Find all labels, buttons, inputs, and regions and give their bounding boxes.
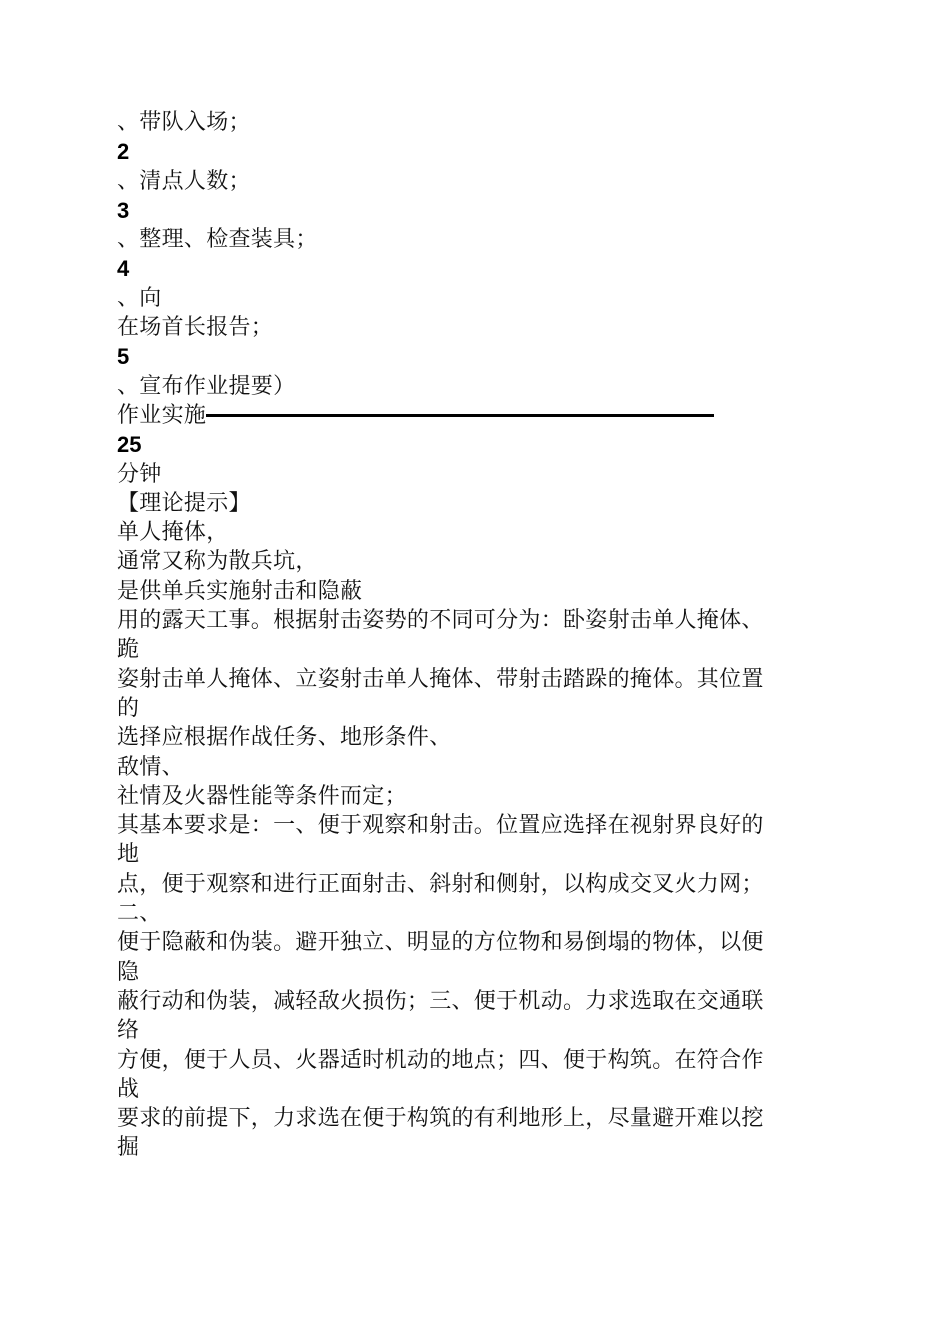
section-heading-line [117, 401, 837, 430]
text-line: 掘 [117, 1135, 140, 1161]
text-line: 分钟 [117, 461, 162, 487]
text-line: 、向 [117, 285, 162, 311]
text-line: 的 [117, 695, 140, 721]
text-line: 【理论提示】 [117, 490, 251, 516]
text-line: 方便，便于人员、火器适时机动的地点；四、便于构筑。在符合作 [117, 1047, 764, 1073]
text-line: 、带队入场； [117, 110, 251, 135]
text-line: 地 [117, 842, 140, 868]
text-line: 姿射击单人掩体、立姿射击单人掩体、带射击踏跺的掩体。其位置 [117, 666, 764, 692]
text-line: 隐 [117, 959, 140, 985]
text-line: 战 [117, 1076, 140, 1102]
text-line: 通常又称为散兵坑， [117, 549, 318, 575]
text-line: 用的露天工事。根据射击姿势的不同可分为：卧姿射击单人掩体、 [117, 608, 764, 634]
text-line: 单人掩体， [117, 520, 229, 546]
list-number: 2 [117, 139, 130, 165]
text-line: 便于隐蔽和伪装。避开独立、明显的方位物和易倒塌的物体，以便 [117, 930, 764, 956]
text-line: 、整理、检查装具； [117, 227, 318, 253]
text-line: 二、 [117, 901, 162, 927]
text-line: 蔽行动和伪装，减轻敌火损伤；三、便于机动。力求选取在交通联 [117, 988, 764, 1014]
text-line: 点，便于观察和进行正面射击、斜射和侧射，以构成交叉火力网； [117, 871, 764, 897]
text-line: 选择应根据作战任务、地形条件、 [117, 725, 452, 751]
text-line: 敌情、 [117, 754, 184, 780]
text-line: 跪 [117, 637, 140, 663]
list-number: 5 [117, 344, 130, 370]
list-number: 3 [117, 197, 130, 223]
text-line: 是供单兵实施射击和隐蔽 [117, 578, 363, 604]
heading-rule [206, 414, 714, 417]
text-line: 在场首长报告； [117, 315, 274, 341]
list-number: 4 [117, 256, 130, 282]
text-line: 络 [117, 1018, 140, 1044]
text-line: 其基本要求是：一、便于观察和射击。位置应选择在视射界良好的 [117, 813, 764, 839]
section-heading-text: 作业实施 [117, 402, 207, 428]
list-number: 25 [117, 432, 142, 458]
text-line: 、清点人数； [117, 168, 251, 194]
text-line: 、宣布作业提要） [117, 373, 296, 399]
text-line: 要求的前提下，力求选在便于构筑的有利地形上，尽量避开难以挖 [117, 1106, 764, 1132]
document-body [117, 108, 837, 1163]
text-line: 社情及火器性能等条件而定； [117, 783, 407, 809]
